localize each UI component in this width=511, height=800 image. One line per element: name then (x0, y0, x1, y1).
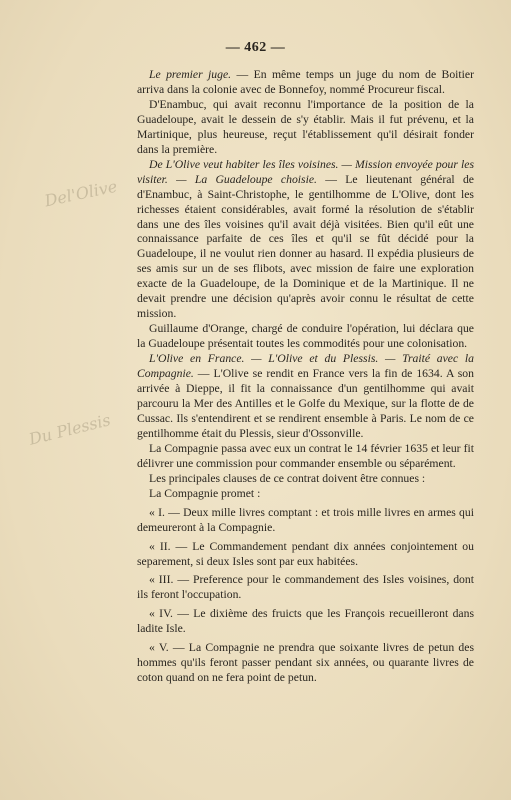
paragraph (137, 487, 474, 502)
paragraph-text: Guillaume d'Orange, chargé de conduire l'opération, lui déclara que la Guadeloupe présentait toutes les commodités pour une colonisation. (137, 322, 474, 351)
section-heading: L'Olive en France. — L'Olive et du Plessis. — Traité avec la Compagnie. (137, 352, 474, 381)
paragraph-text: — Le lieutenant général de d'Enambuc, à Saint-Christophe, le gentilhomme de L'Olive, dont les richesses étaient considérables, avait formé la résolution de s'établir dans une des îles voisines qu'il avait déjà visitées. Bien qu'il eût une connaissance parfaite de ces îles et qu'il se fût décidé pour la Guadeloupe, il ne voulut rien donner au hasard. Il expédia plusieurs de ses amis sur un de ses flibots, avec mission de faire une exploration exacte de la Guadeloupe, de la Dominique et de la Martinique. Il ne devait prendre une décision qu'après avoir connu le résultat de cette mission. (137, 172, 474, 321)
paragraph-text: « III. — Preference pour le commandement des Isles voisines, dont ils feront l'occupation. (137, 573, 474, 602)
handwritten-margin-note: Del'Olive (42, 176, 119, 211)
page-body (137, 68, 474, 686)
paragraph (137, 442, 474, 472)
paragraph-text: « II. — Le Commandement pendant dix années conjointement ou separement, si deux Isles sont par eux habitées. (137, 539, 474, 568)
paragraph-text: « IV. — Le dixième des fruicts que les François recueilleront dans ladite Isle. (137, 607, 474, 636)
page-number: — 462 — (225, 40, 286, 55)
paragraph (137, 98, 474, 158)
paragraph (137, 68, 474, 98)
paragraph (137, 322, 474, 352)
paragraph-text: Les principales clauses de ce contrat doivent être connues : (149, 471, 426, 485)
paragraph-text: — L'Olive se rendit en France vers la fin de 1634. A son arrivée à Dieppe, il fit la connaissance d'un gentilhomme qui avait parcouru la Mer des Antilles et le Golfe du Mexique, sur la flotte de de Cussac. Ils s'entendirent et se rendirent ensemble à Paris. Le nom de ce gentilhomme était du Plessis, sieur d'Ossonville. (137, 367, 474, 440)
contract-clause (137, 607, 474, 637)
paragraph (137, 352, 474, 442)
section-heading: De L'Olive veut habiter les îles voisines. — Mission envoyée pour les visiter. — La Guadeloupe choisie. (137, 157, 474, 186)
contract-clause (137, 641, 474, 686)
paragraph (137, 158, 474, 322)
section-heading: Le premier juge. (149, 68, 232, 81)
contract-clause (137, 506, 474, 536)
paragraph-text: La Compagnie passa avec eux un contrat le 14 février 1635 et leur fit délivrer une commission pour commander ensemble ou séparément. (137, 441, 474, 470)
paragraph-text: — En même temps un juge du nom de Boitier arriva dans la colonie avec de Bonnefoy, nommé Procureur fiscal. (137, 68, 474, 96)
paragraph (137, 472, 474, 487)
contract-clause (137, 540, 474, 570)
paragraph-text: « I. — Deux mille livres comptant : et trois mille livres en armes qui demeureront à la Compagnie. (137, 505, 474, 534)
contract-clause (137, 573, 474, 603)
paragraph-text: « V. — La Compagnie ne prendra que soixante livres de petun des hommes qu'ils feront passer pendant six années, ou quarante livres de coton quand on ne fera point de petun. (137, 641, 474, 685)
handwritten-margin-note: Du Plessis (26, 410, 113, 449)
paragraph-text: D'Enambuc, qui avait reconnu l'importance de la position de la Guadeloupe, avait le dessein de s'y établir. Mais il fut prévenu, et la Martinique, plus heureuse, reçut l'établissement qu'il désirait fonder dans la première. (137, 97, 474, 156)
paragraph-text: La Compagnie promet : (149, 486, 261, 500)
